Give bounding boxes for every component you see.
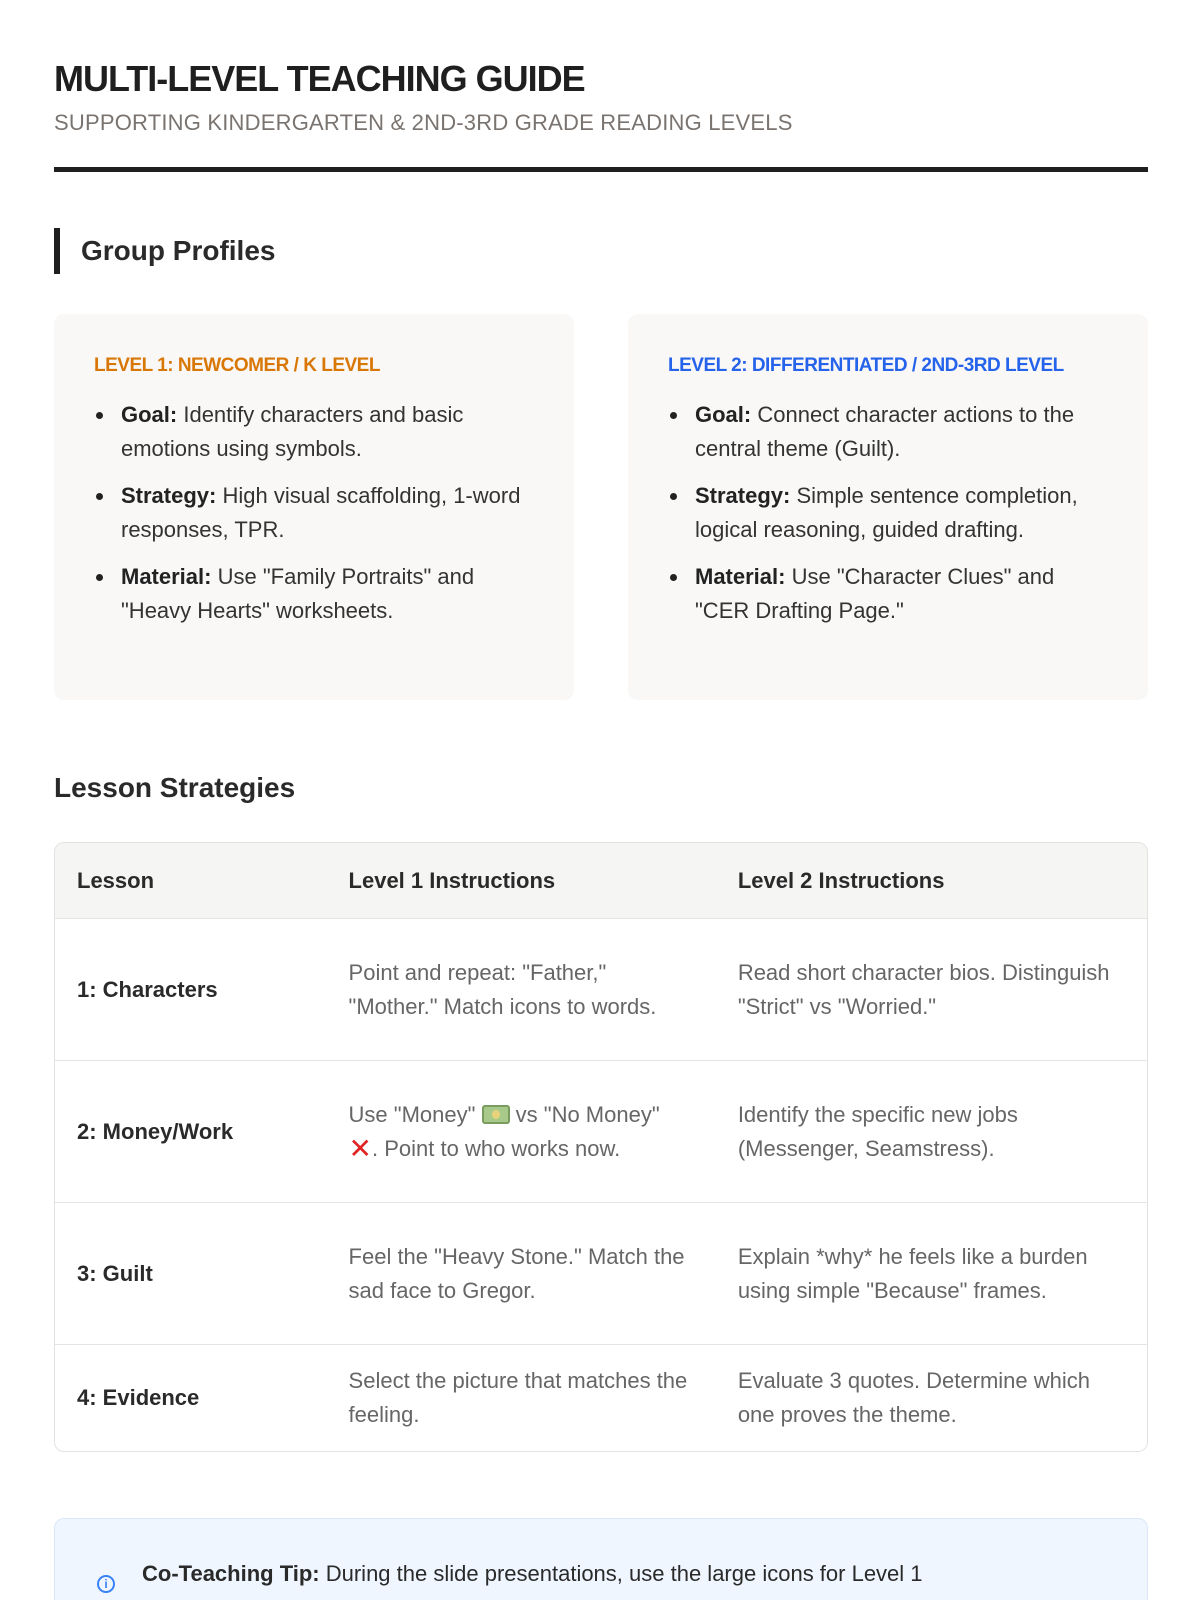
column-header-level1: Level 1 Instructions bbox=[348, 867, 556, 893]
column-header-level2: Level 2 Instructions bbox=[737, 867, 945, 893]
level2-cell: Evaluate 3 quotes. Determine which one proves the theme. bbox=[737, 1368, 1091, 1427]
page-subtitle: SUPPORTING KINDERGARTEN & 2ND-3RD GRADE READING LEVELS bbox=[54, 110, 793, 135]
page-title: MULTI-LEVEL TEACHING GUIDE bbox=[54, 58, 585, 99]
level2-cell: Read short character bios. Distinguish "Strict" vs "Worried." bbox=[737, 959, 1110, 1019]
level2-profile-card bbox=[628, 314, 1148, 700]
level1-label: LEVEL 1: NEWCOMER / K LEVEL bbox=[94, 355, 380, 376]
info-icon: i bbox=[97, 1575, 115, 1593]
level1-list bbox=[94, 398, 536, 628]
level1-cell: Feel the "Heavy Stone." Match the sad face to Gregor. bbox=[348, 1243, 685, 1303]
tip-text: Co-Teaching Tip: During the slide presentations, use the large icons for Level 1 bbox=[142, 1561, 923, 1586]
lesson-strategies-table bbox=[54, 842, 1148, 1452]
cash-icon bbox=[482, 1105, 510, 1124]
level2-material: Material: Use "Character Clues" and "CER Drafting Page." bbox=[668, 560, 1110, 628]
level1-cell: Point and repeat: "Father," "Mother." Match icons to words. bbox=[348, 959, 657, 1019]
title-divider bbox=[54, 167, 1148, 172]
level1-cell: Use "Money" vs "No Money" ✕. Point to who works now. bbox=[348, 1101, 660, 1164]
column-header-lesson: Lesson bbox=[77, 867, 155, 893]
level1-profile-card bbox=[54, 314, 574, 700]
level2-goal: Goal: Connect character actions to the central theme (Guilt). bbox=[668, 398, 1110, 466]
co-teaching-tip-box bbox=[54, 1518, 1148, 1600]
table-row bbox=[55, 1202, 1147, 1344]
level1-material: Material: Use "Family Portraits" and "Heavy Hearts" worksheets. bbox=[94, 560, 536, 628]
level2-cell: Identify the specific new jobs (Messenger, Seamstress). bbox=[737, 1101, 1018, 1161]
lesson-cell: 4: Evidence bbox=[77, 1385, 200, 1410]
table-row bbox=[55, 918, 1147, 1060]
group-profiles-heading: Group Profiles bbox=[54, 228, 275, 274]
lesson-cell: 2: Money/Work bbox=[77, 1118, 234, 1144]
table-row bbox=[55, 1344, 1147, 1451]
lesson-cell: 1: Characters bbox=[77, 976, 218, 1002]
level2-list bbox=[668, 398, 1110, 628]
level2-cell: Explain *why* he feels like a burden using simple "Because" frames. bbox=[737, 1243, 1088, 1303]
level2-label: LEVEL 2: DIFFERENTIATED / 2ND-3RD LEVEL bbox=[668, 355, 1064, 376]
lesson-strategies-heading: Lesson Strategies bbox=[54, 772, 296, 803]
level2-strategy: Strategy: Simple sentence completion, logical reasoning, guided drafting. bbox=[668, 479, 1110, 547]
level1-strategy: Strategy: High visual scaffolding, 1-word responses, TPR. bbox=[94, 479, 536, 547]
level1-goal: Goal: Identify characters and basic emotions using symbols. bbox=[94, 398, 536, 466]
table-row bbox=[55, 1060, 1147, 1202]
lesson-cell: 3: Guilt bbox=[77, 1260, 153, 1286]
cross-mark-icon: ✕ bbox=[348, 1132, 372, 1164]
table-header-row bbox=[55, 843, 1147, 918]
level1-cell: Select the picture that matches the feeling. bbox=[348, 1368, 688, 1427]
